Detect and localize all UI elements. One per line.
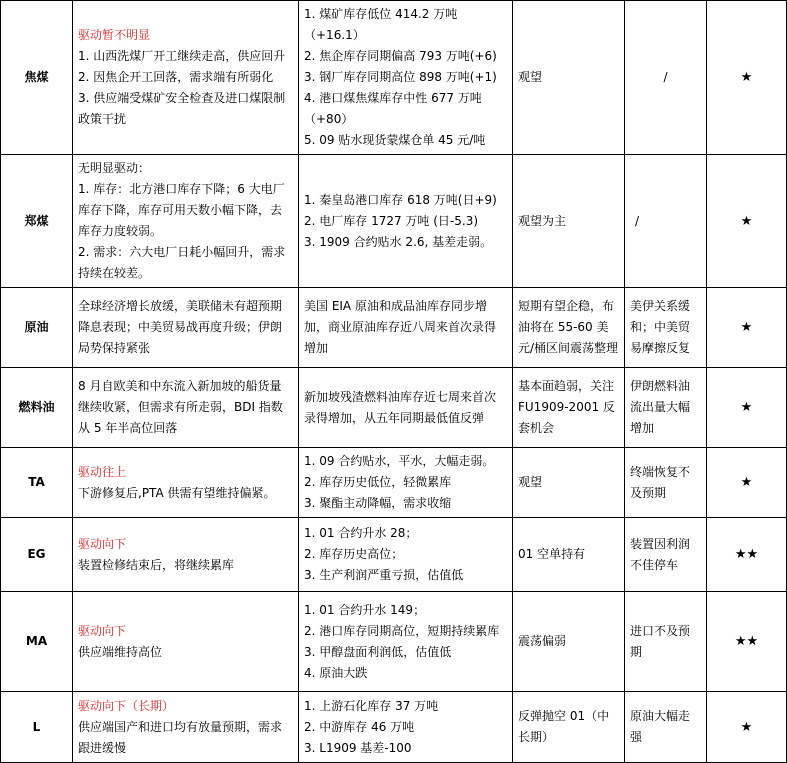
inventory-line: 1. 01 合约升水 28； xyxy=(304,526,418,540)
inventory-line: 3. 生产利润严重亏损，估值低 xyxy=(304,568,464,582)
star-rating: ★ xyxy=(707,692,787,763)
inventory-line: 新加坡残渣燃料油库存近七周来首次录得增加，从五年同期最低值反弹 xyxy=(304,389,497,425)
risk-cell: 伊朗燃料油流出量大幅增加 xyxy=(625,368,707,448)
driver-line: 全球经济增长放缓，美联储未有超预期降息表现；中美贸易战再度升级；伊朗局势保持紧张 xyxy=(78,299,283,355)
driver-headline: 无明显驱动： xyxy=(78,161,151,175)
star-rating: ★★ xyxy=(707,592,787,692)
risk-cell: 原油大幅走强 xyxy=(625,692,707,763)
inventory-cell xyxy=(299,368,513,448)
driver-headline: 驱动向下 xyxy=(78,536,127,551)
commodity-name: TA xyxy=(1,448,73,518)
inventory-cell xyxy=(299,1,513,155)
inventory-line: 1. 上游石化库存 37 万吨 xyxy=(304,698,439,713)
commodity-name: 燃料油 xyxy=(1,368,73,448)
strategy-cell: 观望 xyxy=(513,448,625,518)
table-row xyxy=(1,368,787,448)
risk-cell: 终端恢复不及预期 xyxy=(625,448,707,518)
star-rating: ★ xyxy=(707,448,787,518)
inventory-line: 3. 甲醇盘面利润低，估值低 xyxy=(304,644,452,659)
strategy-cell: 观望为主 xyxy=(513,155,625,288)
inventory-line: 2. 焦企库存同期偏高 793 万吨(+6) xyxy=(304,49,497,63)
commodity-name: 郑煤 xyxy=(1,155,73,288)
inventory-line: 2. 电厂库存 1727 万吨 (日-5.3) xyxy=(304,213,479,228)
table-row xyxy=(1,288,787,368)
driver-line: 装置检修结束后，将继续累库 xyxy=(78,557,235,572)
risk-cell: 进口不及预期 xyxy=(625,592,707,692)
driver-headline: 驱动向下（长期） xyxy=(78,698,175,713)
driver-line: 8 月自欧美和中东流入新加坡的船货量继续收紧，但需求有所走弱，BDI 指数从 5 年半高位回落 xyxy=(78,379,283,435)
driver-cell xyxy=(73,155,299,288)
inventory-line: 1. 秦皇岛港口库存 618 万吨(日+9) xyxy=(304,192,497,207)
inventory-line: （+16.1） xyxy=(304,28,365,42)
inventory-line: 5. 09 贴水现货蒙煤仓单 45 元/吨 xyxy=(304,133,486,147)
driver-cell xyxy=(73,692,299,763)
inventory-line: 3. L1909 基差-100 xyxy=(304,740,412,755)
table-row xyxy=(1,1,787,155)
driver-line: 3. 供应端受煤矿安全检查及进口煤限制政策干扰 xyxy=(78,91,286,126)
inventory-line: 1. 煤矿库存低位 414.2 万吨 xyxy=(304,7,458,21)
inventory-line: 美国 EIA 原油和成品油库存同步增加，商业原油库存近八周来首次录得增加 xyxy=(304,299,497,355)
strategy-cell: 反弹抛空 01（中长期） xyxy=(513,692,625,763)
inventory-cell xyxy=(299,518,513,592)
table-row xyxy=(1,155,787,288)
inventory-line: 2. 中游库存 46 万吨 xyxy=(304,719,415,734)
inventory-line: 2. 库存历史低位，轻微累库 xyxy=(304,475,452,489)
risk-cell: 装置因利润不佳停车 xyxy=(625,518,707,592)
commodity-name: L xyxy=(1,692,73,763)
inventory-line: 3. 聚酯主动降幅，需求收缩 xyxy=(304,496,452,510)
table-row xyxy=(1,518,787,592)
inventory-line: 1. 01 合约升水 149； xyxy=(304,602,426,617)
commodity-name: 焦煤 xyxy=(1,1,73,155)
driver-line: 2. 因焦企开工回落，需求端有所弱化 xyxy=(78,70,274,84)
driver-line: 下游修复后,PTA 供需有望维持偏紧。 xyxy=(78,485,276,500)
star-rating: ★ xyxy=(707,155,787,288)
inventory-cell xyxy=(299,448,513,518)
inventory-line: 2. 港口库存同期高位，短期持续累库 xyxy=(304,623,500,638)
strategy-cell: 观望 xyxy=(513,1,625,155)
inventory-cell xyxy=(299,692,513,763)
strategy-cell: 震荡偏弱 xyxy=(513,592,625,692)
commodity-name: MA xyxy=(1,592,73,692)
inventory-cell xyxy=(299,155,513,288)
driver-headline: 驱动往上 xyxy=(78,464,127,479)
table-row xyxy=(1,448,787,518)
star-rating: ★ xyxy=(707,288,787,368)
star-rating: ★ xyxy=(707,1,787,155)
driver-cell xyxy=(73,368,299,448)
driver-cell xyxy=(73,288,299,368)
driver-line: 供应端维持高位 xyxy=(78,644,163,659)
driver-cell xyxy=(73,448,299,518)
risk-cell: / xyxy=(625,155,707,288)
risk-cell: / xyxy=(625,1,707,155)
inventory-line: 3. 1909 合约贴水 2.6, 基差走弱。 xyxy=(304,234,493,249)
driver-headline: 驱动向下 xyxy=(78,623,127,638)
table-row xyxy=(1,592,787,692)
driver-cell xyxy=(73,1,299,155)
inventory-line: 3. 钢厂库存同期高位 898 万吨(+1) xyxy=(304,70,497,84)
star-rating: ★ xyxy=(707,368,787,448)
driver-line: 供应端国产和进口均有放量预期，需求跟进缓慢 xyxy=(78,719,283,755)
driver-line: 1. 山西洗煤厂开工继续走高，供应回升 xyxy=(78,49,286,63)
inventory-cell xyxy=(299,592,513,692)
inventory-line: （+80） xyxy=(304,112,354,126)
inventory-line: 1. 09 合约贴水，平水，大幅走弱。 xyxy=(304,454,495,468)
driver-line: 1. 库存：北方港口库存下降；6 大电厂库存下降，库存可用天数小幅下降，去库存力度较弱。 xyxy=(78,182,285,238)
commodity-name: EG xyxy=(1,518,73,592)
strategy-cell: 基本面趋弱，关注 FU1909-2001 反套机会 xyxy=(513,368,625,448)
inventory-line: 2. 库存历史高位； xyxy=(304,547,404,561)
strategy-cell: 短期有望企稳，布油将在 55-60 美元/桶区间震荡整理 xyxy=(513,288,625,368)
driver-headline: 驱动暂不明显 xyxy=(78,28,151,42)
inventory-line: 4. 原油大跌 xyxy=(304,665,368,680)
driver-cell xyxy=(73,592,299,692)
driver-cell xyxy=(73,518,299,592)
risk-cell: 美伊关系缓和；中美贸易摩擦反复 xyxy=(625,288,707,368)
inventory-cell xyxy=(299,288,513,368)
star-rating: ★★ xyxy=(707,518,787,592)
driver-line: 2. 需求：六大电厂日耗小幅回升，需求持续在较差。 xyxy=(78,245,286,280)
inventory-line: 4. 港口煤焦煤库存中性 677 万吨 xyxy=(304,91,482,105)
strategy-cell: 01 空单持有 xyxy=(513,518,625,592)
commodity-name: 原油 xyxy=(1,288,73,368)
table-row xyxy=(1,692,787,763)
